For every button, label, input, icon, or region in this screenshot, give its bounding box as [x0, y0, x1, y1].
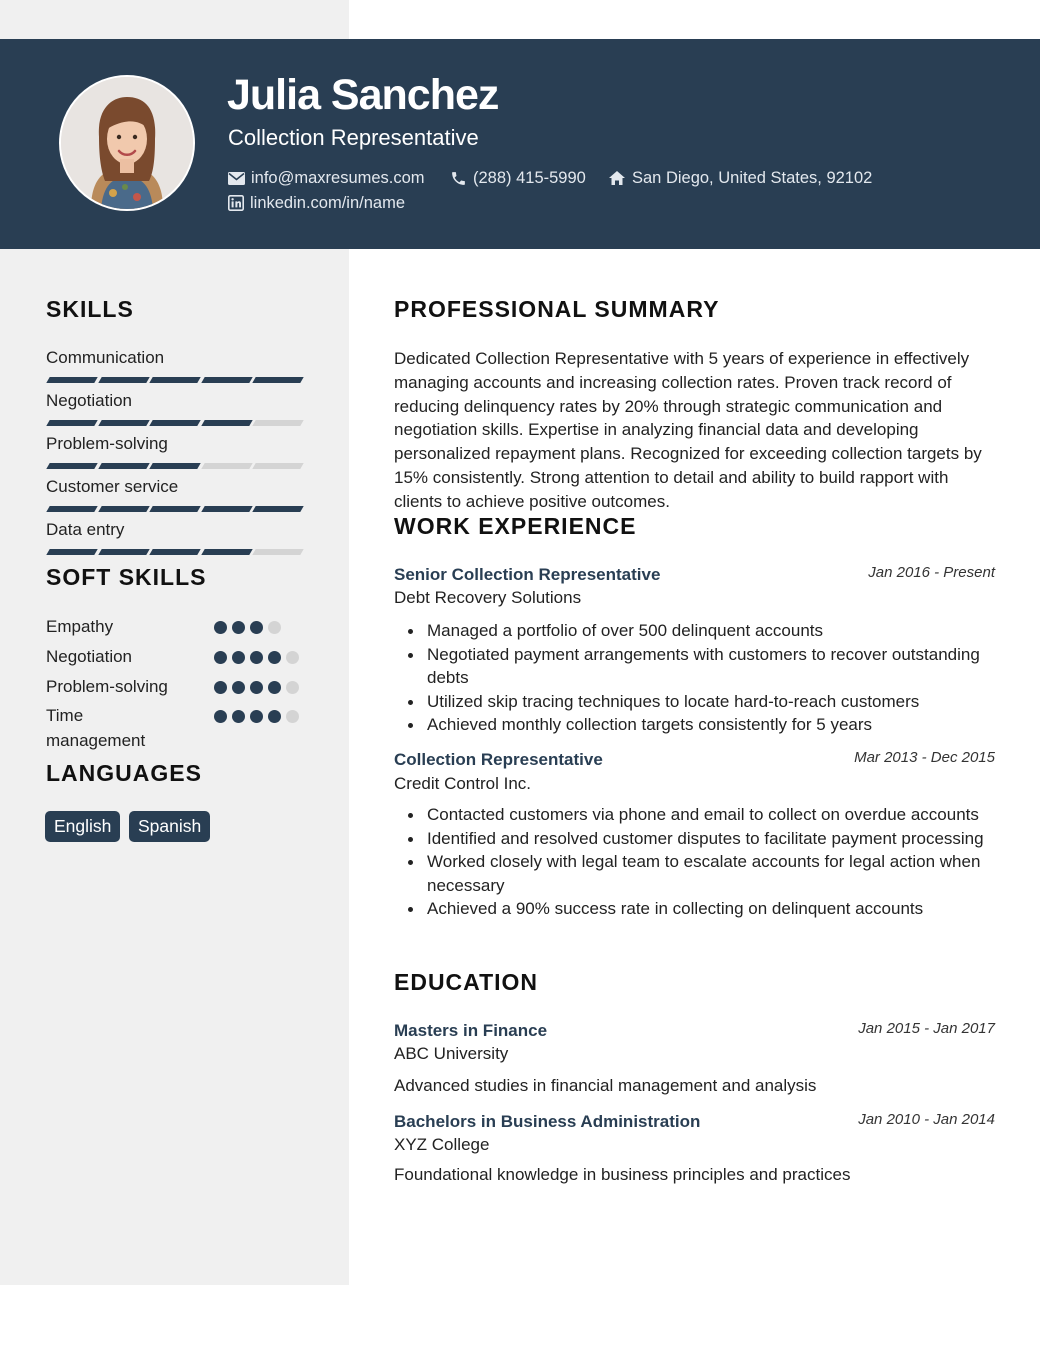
phone-contact[interactable]: [450, 167, 586, 189]
home-icon: [608, 170, 626, 186]
skill-rating-bar: [46, 549, 302, 555]
envelope-icon: [228, 172, 245, 185]
rating-segment-filled: [98, 420, 149, 426]
school-name: ABC University: [394, 1044, 509, 1063]
rating-segment-filled: [201, 549, 252, 555]
language-tag-english: English: [45, 811, 120, 842]
avatar: [59, 75, 195, 211]
soft-skills-heading: SOFT SKILLS: [46, 564, 207, 590]
rating-dot-empty: [286, 651, 299, 664]
rating-segment-filled: [46, 506, 97, 512]
rating-dot-filled: [250, 651, 263, 664]
job-company: Debt Recovery Solutions: [394, 588, 582, 607]
job-bullet: Achieved monthly collection targets consistently for 5 years: [427, 713, 997, 737]
skill-rating-bar: [46, 377, 302, 383]
rating-segment-filled: [201, 377, 252, 383]
linkedin-text: linkedin.com/in/name: [250, 193, 405, 212]
skill-rating-bar: [46, 506, 302, 512]
skill-name: Negotiation: [46, 391, 133, 410]
rating-dot-filled: [250, 621, 263, 634]
language-tag-spanish: Spanish: [129, 811, 210, 842]
rating-segment-filled: [201, 420, 252, 426]
rating-dot-empty: [286, 681, 299, 694]
skill-name: Data entry: [46, 520, 125, 539]
soft-skill-name: Negotiation: [46, 647, 133, 666]
school-name: XYZ College: [394, 1135, 490, 1154]
rating-segment-filled: [149, 463, 200, 469]
rating-segment-filled: [46, 549, 97, 555]
linkedin-icon: [228, 195, 244, 211]
rating-dot-empty: [286, 710, 299, 723]
rating-segment-filled: [46, 463, 97, 469]
rating-dot-filled: [214, 681, 227, 694]
email-contact[interactable]: [228, 167, 425, 189]
rating-segment-filled: [98, 377, 149, 383]
rating-dot-filled: [250, 681, 263, 694]
rating-segment-filled: [98, 506, 149, 512]
job-bullet: Worked closely with legal team to escalate accounts for legal action when necessary: [427, 850, 997, 897]
soft-skill-rating-dots: [214, 710, 294, 724]
experience-heading: WORK EXPERIENCE: [394, 513, 637, 539]
soft-skill-rating-dots: [214, 621, 294, 635]
skill-name: Problem-solving: [46, 434, 168, 453]
job-bullet: Contacted customers via phone and email to collect on overdue accounts: [427, 803, 997, 827]
linkedin-contact[interactable]: [228, 192, 405, 214]
candidate-title: Collection Representative: [228, 125, 479, 150]
rating-dot-filled: [250, 710, 263, 723]
rating-segment-filled: [252, 506, 303, 512]
rating-segment-filled: [46, 377, 97, 383]
degree-dates: Jan 2015 - Jan 2017: [858, 1020, 995, 1037]
rating-dot-filled: [232, 651, 245, 664]
job-company: Credit Control Inc.: [394, 774, 531, 793]
rating-segment-filled: [252, 377, 303, 383]
location-text: San Diego, United States, 92102: [632, 168, 873, 187]
job-bullet: Utilized skip tracing techniques to locate hard-to-reach customers: [427, 690, 997, 714]
job-dates: Jan 2016 - Present: [868, 564, 995, 581]
soft-skill-rating-dots: [214, 681, 294, 695]
rating-dot-filled: [232, 621, 245, 634]
email-text: info@maxresumes.com: [251, 168, 425, 187]
education-heading: EDUCATION: [394, 969, 539, 995]
job-bullet: Managed a portfolio of over 500 delinquent accounts: [427, 619, 997, 643]
rating-dot-filled: [232, 681, 245, 694]
languages-heading: LANGUAGES: [46, 760, 202, 786]
job-bullets: [427, 619, 997, 737]
rating-segment-filled: [98, 463, 149, 469]
rating-segment-empty: [252, 420, 303, 426]
skill-rating-bar: [46, 463, 302, 469]
skill-rating-bar: [46, 420, 302, 426]
rating-segment-filled: [149, 549, 200, 555]
rating-dot-filled: [214, 621, 227, 634]
phone-text: (288) 415-5990: [473, 168, 586, 187]
candidate-name: Julia Sanchez: [227, 71, 499, 119]
rating-segment-filled: [149, 377, 200, 383]
job-bullet: Identified and resolved customer disputes to facilitate payment processing: [427, 827, 997, 851]
rating-dot-filled: [268, 710, 281, 723]
degree-description: Foundational knowledge in business principles and practices: [394, 1165, 851, 1184]
rating-segment-filled: [46, 420, 97, 426]
rating-dot-filled: [232, 710, 245, 723]
soft-skill-name: Problem-solving: [46, 677, 168, 696]
rating-dot-filled: [268, 681, 281, 694]
rating-dot-empty: [268, 621, 281, 634]
soft-skill-rating-dots: [214, 651, 294, 665]
job-bullets: [427, 803, 997, 921]
resume-header: [0, 39, 1040, 249]
job-title: Collection Representative: [394, 750, 603, 769]
job-bullet: Negotiated payment arrangements with customers to recover outstanding debts: [427, 643, 997, 690]
degree-title: Masters in Finance: [394, 1021, 548, 1040]
rating-segment-filled: [98, 549, 149, 555]
skill-name: Communication: [46, 348, 165, 367]
location-contact: [608, 167, 872, 189]
summary-text: Dedicated Collection Representative with 5 years of experience in effectively managing accounts and increasing collection rates. Proven track record of reducing delinquency rates by 20% through strategic communication and negotiation skills. Expertise in analyzing financial data and developing personalized repayment plans. Recognized for exceeding collection targets by 15% consistently. Strong attention to detail and ability to build rapport with clients to achieve positive outcomes.: [394, 349, 982, 511]
profile-photo: [61, 77, 193, 209]
rating-segment-empty: [252, 549, 303, 555]
summary-heading: PROFESSIONAL SUMMARY: [394, 296, 720, 322]
skill-name: Customer service: [46, 477, 179, 496]
job-dates: Mar 2013 - Dec 2015: [854, 749, 995, 766]
skills-heading: SKILLS: [46, 296, 134, 322]
soft-skill-name: Time management: [46, 706, 146, 750]
soft-skill-name: Empathy: [46, 617, 114, 636]
rating-dot-filled: [268, 651, 281, 664]
degree-dates: Jan 2010 - Jan 2014: [858, 1111, 995, 1128]
job-title: Senior Collection Representative: [394, 565, 661, 584]
rating-segment-filled: [149, 506, 200, 512]
degree-title: Bachelors in Business Administration: [394, 1112, 701, 1131]
rating-segment-empty: [252, 463, 303, 469]
rating-dot-filled: [214, 651, 227, 664]
rating-dot-filled: [214, 710, 227, 723]
degree-description: Advanced studies in financial management and analysis: [394, 1076, 817, 1095]
rating-segment-filled: [201, 506, 252, 512]
rating-segment-empty: [201, 463, 252, 469]
job-bullet: Achieved a 90% success rate in collecting on delinquent accounts: [427, 897, 997, 921]
rating-segment-filled: [149, 420, 200, 426]
phone-icon: [450, 170, 467, 187]
